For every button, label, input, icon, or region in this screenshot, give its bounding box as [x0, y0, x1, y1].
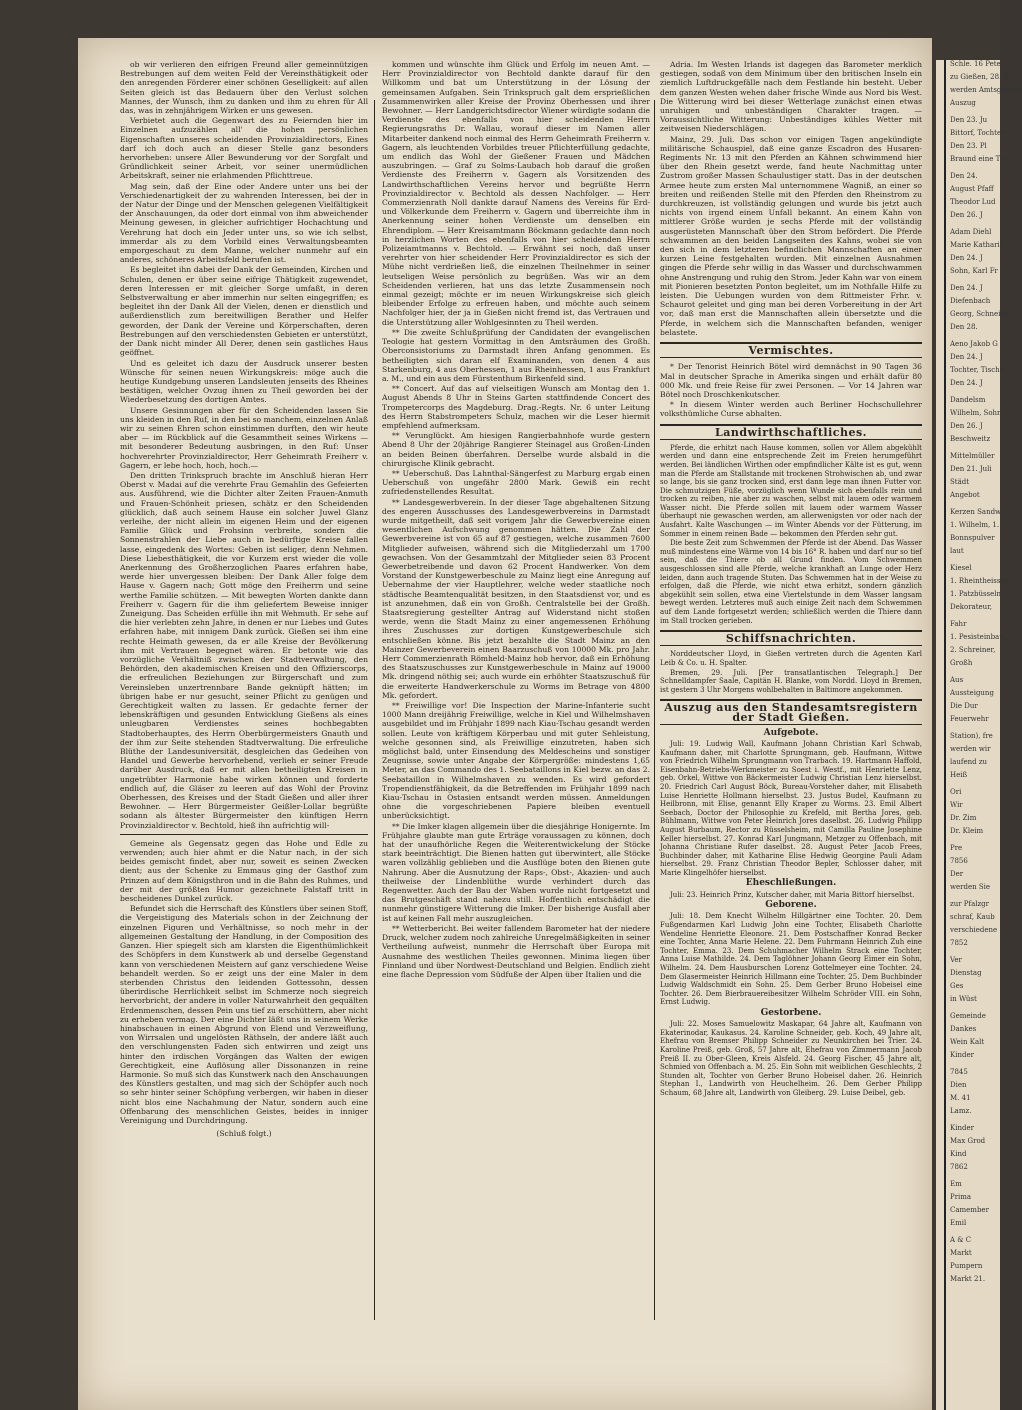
article-paragraph: Pferde, die erhitzt nach Hause kommen, sollen vor Allem abgekühlt werden und dann eine entsprechende Zeit im Freien herumgeführt werden. Bei ländlichen Wirthen oder empfindlicher Kälte ist es gut, wenn man die Pferde am Stallstande mit trockenen Strohwischen ab, und zwar so lange, bis sie ganz trocken sind, erst dann lege man ihnen Futter vor. Die schmutzigen Füße, vorzüglich wenn Wunde sich ebenfalls rein und trocken zu reiben, nie aber zu waschen, selbst mit lauem oder warmem Wasser nicht. Die Pferde sollen mit lauem oder warmem Wasser überhaupt nie gewaschen werden, am allerwenigsten vor oder nach der Ausfahrt. Kalte Waschungen — im Winter Abends vor der Fütterung, im Sommer in einem reinen Bade — bekommen den Pferden sehr gut. [660, 443, 922, 538]
adjacent-text-line: Em [950, 1180, 962, 1188]
article-paragraph: Bremen, 29. Juli. [Per transatlantischen Telegraph.] Der Schnelldampfer Saale, Capitän H. Blanke, vom Nordd. Lloyd in Bremen, ist gestern 3 Uhr Morgens wohlbehalten in Baltimore angekommen. [660, 668, 922, 694]
adjacent-text-line: Dekorateur, [950, 603, 992, 611]
article-paragraph: Den dritten Trinkspruch brachte im Anschluß hieran Herr Oberst v. Madai auf die verehrte Frau Gemahlin des Gefeierten aus. Ausführend, wie die Dichter alter Zeiten Frauen-Anmuth und Frauen-Schönheit priesen, schätz er den Scheidenden glücklich, daß auch seinem Hause ein solcher Juwel Glanz verleihe, der nicht allein im eigenen Heim und der eigenen Familie Glück und Frohsinn verbreite, sondern die Sonnenstrahlen der Liebe auch in bedürftige Kreise fallen lasse, eingedenk des Wortes: Geben ist seliger, denn Nehmen. Diese Liebesthätigkeit, die vor Kurzem erst wieder die volle Anerkennung des Großherzoglichen Paares erfahren habe, werde hier unvergessen bleiben: Der Dank Aller folge dem Hause v. Gagern nach; Gott möge den Freiherrn und seine werthe Familie schützen. — Mit bewegten Worten dankte dann Freiherr v. Gagern für die ihm geliefertem Beweise inniger Zuneigung. Das Scheiden erfülle ihn mit Wehmuth. Er sehe auf die hier verlebten zehn Jahre, in denen er nur Liebes und Gutes erfahren habe, mit innigem Dank zurück. Gießen sei ihm eine rechte Heimath gewesen, da er alle Kreise der Bevölkerung ihm mit Vertrauen begegnet wären. Er betonte wie das vorzügliche Verhältniß zwischen der Stadtverwaltung, den Behörden, den akademischen Kreisen und den Offizierscorps, die erfreulichen Beziehungen zur Bürgerschaft und zum Vereinsleben unzertrennbare Bande geknüpft hätten; im übrigen habe er nur gesucht, seiner Pflicht zu genügen und Gerechtigkeit walten zu lassen. Er gedachte ferner der lebenskräftigen und gesunden Entwicklung Gießens als eines unleugbaren Verdienstes seines hochbegabten Stadtoberhauptes, des Herrn Oberbürgermeisters Gnauth und der ihm zur Seite stehenden Stadtverwaltung. Die erfreuliche Blüthe der Landesuniversität, desgleichen das Gedeihen von Handel und Gewerbe hervorhebend, verlieh er seiner Freude darüber Ausdruck, daß er mit allen betheiligten Kreisen in ungetrübter Harmonie habe wirken können und forderte endlich auf, die Gläser zu leeren auf das Wohl der Provinz Oberhessen, des Kreises und der Stadt Gießen und aller ihrer Bewohner. — Herr Bürgermeister Geißler-Lollar begrüßte sodann als ältester Bürgermeister den künftigen Herrn Provinzialdirector v. Bechtold, hieß ihn aufrichtig will- [120, 470, 368, 830]
section-heading-schiffsnachrichten: Schiffsnachrichten. [660, 630, 922, 646]
adjacent-text-line: 7845 [950, 1068, 968, 1076]
article-paragraph: * In diesem Winter werden auch Berliner Hochschullehrer volksthümliche Curse abhalten. [660, 400, 922, 419]
adjacent-text-line: Städt [950, 478, 970, 486]
adjacent-text-line: Kinder [950, 1051, 974, 1059]
adjacent-text-line: Großh [950, 659, 973, 667]
adjacent-page-strip [936, 60, 1022, 1410]
adjacent-text-line: 1. Patzbüsseln [950, 590, 1002, 598]
adjacent-text-line: Prima [950, 1193, 972, 1201]
adjacent-text-line: Ges [950, 982, 964, 990]
adjacent-text-line: 1. Rheintheisser, [950, 577, 1010, 585]
adjacent-text-line: Ori [950, 788, 962, 796]
adjacent-text-line: Lamz. [950, 1107, 972, 1115]
article-paragraph: ** Die zweite Schlußprüfung der Candidaten der evangelischen Teologie hat gestern Vormittag in den Amtsräumen des Großh. Oberconsistoriums zu Darmstadt ihren Anfang genommen. Es betheiligten sich daran elf Examinanden, von denen 4 aus Starkenburg, 4 aus Oberhessen, 1 aus Rheinhessen, 1 aus Frankfurt a. M., und ein aus dem Fürstenthum Birkenfeld sind. [382, 327, 650, 383]
adjacent-text-line: Mittelmüller [950, 452, 995, 460]
article-paragraph: kommen und wünschte ihm Glück und Erfolg im neuen Amt. — Herr Provinzialdirector von Bechtold dankte darauf für den Willkomm und bat um Unterstützung in der Lösung der gemeinsamen Aufgaben. Sein Trinkspruch galt dem ersprießlichen Zusammenwirken aller Kreise der Provinz Oberhessen und ihrer Bewohner. — Herr Landgerichtsdirector Wiener würdigte sodann die Verdienste des ebenfalls von hier scheidenden Herrn Regierungsraths Dr. Wallau, worauf dieser im Namen aller Mitarbeiter dankend noch einmal des Herrn Geheimrath Freiherrn v. Gagern, als leuchtenden Vorbildes treuer Pflichterfüllung gedachte, um endlich das Wohl der Gießener Frauen und Mädchen auszubringen. — Graf zu Solms-Laubach hob darauf die großen Verdienste des Freiherrn v. Gagern als Vorsitzenden des Landwirthschaftlichen Vereins hervor und begrüßte Herrn Provinzialdirector v. Bechtold als dessen Nachfolger. — Herr Commerzienrath Noll dankte darauf Namens des Vereins für Erd- und Völkerkunde dem Freiherrn v. Gagern und überreichte ihm in Anerkennung seiner hohen Verdienste um denselben ein Ehrendiplom. — Herr Kreisamtmann Böckmann gedachte dann noch in herzlichen Worten des ebenfalls von hier scheidenden Herrn Polizeiamtmanns v. Bechtold. — Erwähnt sei noch, daß unser verehrter von hier scheidender Herr Provinzialdirector es sich der Mühe nicht verdrießen ließ, die einzelnen Theilnehmer in seiner leutseligen Weise persönlich zu begrüßen. Was wir an dem Scheidenden verlieren, hat uns das letzte Zusammensein noch einmal gezeigt; möchte er im neuen Wirkungskreise sich gleich bleibender Erfolge zu erfreuen haben, und möchte auch seinem Nachfolger hier, der ja in Gießen nicht fremd ist, das Vertrauen und die Unterstützung aller Wohlgesinnten zu Theil werden. [382, 60, 650, 327]
column-1 [120, 60, 368, 1320]
subheading-aufgebote: Aufgebote. [763, 727, 819, 738]
adjacent-text-line: Aeno Jakob G [950, 340, 998, 348]
adjacent-text-line: 2. Schreiner, [950, 646, 996, 654]
adjacent-text-line: Kerzen Sandw. [950, 508, 1003, 516]
adjacent-text-line: werden Sie [950, 883, 991, 891]
adjacent-text-line: Angebot [950, 491, 980, 499]
adjacent-text-line: 1. Pesisteinbau, [950, 633, 1006, 641]
article-paragraph: Mag sein, daß der Eine oder Andere unter uns bei der Verschiedenartigkeit der zu wahrenden Interessen, bei der in der Natur der Dinge und der Menschen gelegenen Vielfältigkeit der Anschauungen, da oder dort einmal von ihm abweichender Meinung gewesen, in gleicher aufrichtiger Hochachtung und Verehrung hat doch ein Jeder unter uns, so wie ich selbst, immerdar als zu dem Vorbild eines Verwaltungsbeamten emporgeschaut zu dem Manne, welcher nunmehr auf ein anderes, schöneres Arbeitsfeld berufen ist. [120, 181, 368, 265]
section-heading-landwirthschaftliches: Landwirthschaftliches. [660, 424, 922, 440]
geborene-text: Juli: 18. Dem Knecht Wilhelm Hillgärtner eine Tochter. 20. Dem Fußgendarmen Karl Ludwig John eine Tochter, Elisabeth Charlotte Wendeline Henriette Eleonore. 21. Dem Postschaffner Konrad Becker eine Tochter, Anna Marie Helene. 22. Dem Fuhrmann Heinrich Zuh eine Tochter, Emma. 23. Dem Schuhmacher Wilhelm Strack eine Tochter, Anna Luise Mathilde. 24. Dem Taglöhner Johann Georg Eimer ein Sohn, Wilhelm. 24. Dem Hausburschen Lorenz Gottelmeyer eine Tochter. 24. Dem Glasermeister Heinrich Hillmann eine Tochter. 25. Dem Buchbinder Ludwig Waldschmidt ein Sohn. 25. Dem Gerber Bruno Hobeisel eine Tochter. 26. Dem Bierbrauereibesitzer Wilhelm Schröder VIII. ein Sohn, Ernst Ludwig. [660, 912, 922, 1007]
adjacent-text-line: Kinder [950, 1124, 974, 1132]
adjacent-text-line: Dienstag [950, 969, 982, 977]
adjacent-text-line: Den 24. [950, 172, 978, 180]
adjacent-text-line: Den 24. J [950, 254, 983, 262]
eheschliessungen-text: Juli: 23. Heinrich Prinz, Kutscher daher, mit Maria Bittorf hierselbst. [670, 890, 915, 899]
adjacent-text-line: Schle. 16 Peter [950, 60, 1005, 68]
adjacent-text-line: Wein Kalt [950, 1038, 985, 1046]
adjacent-text-line: Dr. Zim [950, 814, 977, 822]
subheading-gestorbene: Gestorbene. [760, 1008, 822, 1018]
article-paragraph: ** Verunglückt. Am hiesigen Rangierbahnhofe wurde gestern Abend 8 Uhr der 20jährige Rangierer Steinagel aus Großen-Linden an beiden Beinen überfahren. Derselbe wurde alsbald in die chirurgische Klinik gebracht. [382, 431, 650, 468]
adjacent-text-line: in Wüst [950, 995, 977, 1003]
adjacent-text-line: Bonnspulver [950, 534, 995, 542]
adjacent-text-line: Emil [950, 1219, 967, 1227]
column-2 [382, 60, 650, 1320]
article-paragraph: ** Die Imker klagen allgemein über die diesjährige Honigernte. Im Frühjahre glaubte man gute Erträge voraussagen zu können, doch hat der unaufhörliche Regen die Weiterentwickelung der Stöcke stark beeinträchtigt. Die Bienen hatten gut überwintert, alle Stöcke waren vollzählig geblieben und die Ausflüge boten den Bienen gute Nahrung. Aber die Ausnutzung der Raps-, Obst-, Akazien- und auch theilweise der Lindenblüthe wurde verhindert durch das Regenwetter. Auch der Bau der Waben wurde nicht fortgesetzt und das Brutgeschäft stand nahezu still. Hoffentlich entschädigt die nunmehr günstigere Witterung die Imker. Der bisherige Ausfall aber ist auf keinen Fall mehr auszugleichen. [382, 821, 650, 923]
aufgebote-text: Juli: 19. Ludwig Wall, Kaufmann Johann Christian Karl Schwab, Kaufmann daher, mit Charlotte Sprungmann, geb. Haufmann, Wittwe von Friedrich Wilhelm Sprungmann von Trarbach. 19. Hartmann Haffold, Eisenbahn-Betriebs-Werkmeister zu Soest i. Westf., mit Henriette Lenz, geb. Orkel, Wittwe von Bäckermeister Ludwig Christian Lenz hierselbst. 20. Friedrich Carl August Böck, Bureau-Vorsteher daher, mit Elisabeth Luise Henriette Hollmann hierselbst. 23. Justus Budel, Kaufmann zu Heilbronn, mit Elise, genannt Elly Kraper zu Worms. 23. Emil Albert Seebach, Doctor der Philosophie zu Krefeld, mit Bertha Jores, geb. Bühlmann, Wittwe von Peter Heinrich Jores daselbst. 26. Ludwig Philipp August Burbaum, Rector zu Rüsselsheim, mit Camilla Pauline Josephine Keller hierselbst. 27. Konrad Karl Jungmann, Metzger zu Offenbach, mit Johanna Christiane Rufer daselbst. 28. August Peter Jacob Frees, Buchbinder daher, mit Katharine Elise Hedwig Georgine Pauli Adam hierselbst. 29. Franz Christian Theodor Bepler, Schlosser daher, mit Marie Klingelhöfer hierselbst. [660, 739, 922, 877]
adjacent-text-line: Den 28. [950, 323, 978, 331]
subheading-eheschliessungen: Eheschließungen. [745, 878, 837, 889]
adjacent-text-line: Wir [950, 801, 963, 809]
adjacent-text-line: Dandelsm [950, 396, 986, 404]
adjacent-text-line: laut [950, 547, 964, 555]
gestorbene-text: Juli: 22. Moses Samuelowitz Maskapar, 64 Jahre alt, Kaufmann von Ekaterinodar, Kaukasus. 24. Karoline Schneider, geb. Koch, 49 Jahre alt, Ehefrau von Bremser Philipp Schneider zu Neunkirchen bei Trier. 24. Karoline Preiß, geb. Groß, 57 Jahre alt, Ehefrau von Zimmermann Jacob Preiß II. zu Ober-Gleen, Kreis Alsfeld. 24. Georg Fischer, 45 Jahre alt, Schmied von Offenbach a. M. 25. Ein Sohn mit weiblichen Geschlechts, 2 Stunden alt, Tochter von Gerber Bruno Hobeisel daher. 26. Heinrich Stephan I., Landwirth von Heuchelheim. 26. Dem Gerber Philipp Schaum, 68 Jahre alt, Landwirth von Gleiberg. 29. Luise Deibel, geb. [660, 1020, 922, 1097]
column-rule [374, 100, 375, 1320]
adjacent-text-line: 7856 [950, 857, 968, 865]
continued-note: (Schluß folgt.) [216, 1129, 272, 1139]
article-paragraph: Es begleitet ihn dabei der Dank der Gemeinden, Kirchen und Schulen, denen er über seine eifrige Thätigkeit zugewendet, deren Interessen er mit gleicher Sorge umfaßt, in deren Selbstverwaltung er aber immerhin nur selten eingegriffen; es begleitet ihn der Dank All der Vielen, denen er dienstlich und außerdienstlich zum bereitwilligen Berather und Helfer geworden, der Dank der Vereine und Körperschaften, deren Bestrebungen auf den verschiedensten Gebieten er unterstützt, der Dank nicht minder All Derer, denen sein gastliches Haus geöffnet. [120, 265, 368, 358]
adjacent-text-line: A & C [950, 1236, 972, 1244]
adjacent-text-line: Kiesel [950, 564, 972, 572]
adjacent-text-line: Den 23. Pl [950, 142, 987, 150]
article-paragraph: * Der Tenorist Heinrich Bötel wird demnächst in 90 Tagen 36 Mal in deutscher Sprache in Amerika singen und erhält dafür 80 000 Mk. und freie Reise für zwei Personen. — Vor 14 Jahren war Bötel noch Droschkenkutscher. [660, 362, 922, 399]
adjacent-text-line: 7862 [950, 1163, 968, 1171]
adjacent-text-line: Dr. Kleim [950, 827, 984, 835]
article-paragraph: ** Freiwillige vor! Die Inspection der Marine-Infanterie sucht 1000 Mann dreijährig Freiwillige, welche in Kiel und Wilhelmshaven ausgebildet und im Frühjahr 1899 nach Kiau-Tschau gesandt werden sollen. Leute von kräftigem Körperbau und mit guter Sehleistung, welche gesonnen sind, als Freiwillige einzutreten, haben sich möglichst bald, unter Einsendung des Meldescheins und sonstiger Zeugnisse, sowie unter Angabe der Körpergröße: mindestens 1,65 Meter, an das Commando des 1. Seebataillons in Kiel bezw. an das 2. Seebataillon in Wilhelmshaven zu wenden. Es wird gefordert Tropendienstfähigkeit, da die Betreffenden im Frühjahr 1899 nach Kiau-Tschau in Ostasien entsandt werden müssen. Anmeldungen ohne die vorgeschriebenen Papiere bleiben eventuell unberücksichtigt. [382, 701, 650, 821]
article-paragraph: Unsere Gesinnungen aber für den Scheidenden lassen Sie uns kleiden in den Ruf, in den bei so manchem, einzelnen Anlaß wir zu seinen Ehren schon einstimmen durften, den wir heute aber — im Rückblick auf die Gesammtheit seines Wirkens — mit besonderer Bedeutung ausbringen, in den Ruf: Unser hochverehrter Provinzialdirector, Herr Geheimrath Freiherr v. Gagern, er lebe hoch, hoch, hoch.— [120, 405, 368, 470]
adjacent-text-line: Station), fre [950, 732, 993, 740]
adjacent-text-line: zur Pfalzgr [950, 900, 989, 908]
article-paragraph: Befundet sich die Herrschaft des Künstlers über seinen Stoff, die Vergeistigung des Materials schon in der Zeichnung der einzelnen Figuren und Verhältnisse, so noch mehr in der allgemeinen Gestaltung der Handlung, in der Composition des Ganzen. Hier spiegelt sich am klarsten die Eigenthümlichkeit des Schöpfers in dem Kunstwerk ab und derselbe Gegenstand kann von verschiedenen Meistern auf ganz verschiedene Weise behandelt werden. So er zeigt uns der eine Maler in dem sterbenden Christus den leidenden Gottessohn, dessen überirdische Herrlichkeit selbst im Schmerze noch siegreich hervorbricht, der andere in voller Naturwahrheit den gequälten Erdenmenschen, dessen Pein uns tief zu erschüttern, aber nicht zu erheben vermag. Der eine Dichter läßt uns in seinem Werke hinabschauen in einen Abgrund von Elend und Verzweiflung, von Wirrsalen und ungelösten Räthseln, der andere läßt auch den verschlungensten Faden sich entwirren und zeigt uns hinter den irdischen Vorgängen das Walten der ewigen Gerechtigkeit, eine Auflösung aller Dissonanzen in reine Harmonie. So muß sich das Kunstwerk nach den Anschauungen des Künstlers gestalten, und mag sich der Schöpfer auch noch so sehr hinter seiner Schöpfung verbergen, wir haben in dieser nicht blos eine Nachahmung der Natur, sondern auch eine Offenbarung des menschlichen Geistes, beides in inniger Vereinigung und Durchdringung. [120, 904, 368, 1125]
article-paragraph: Und es geleitet ich dazu der Ausdruck unserer besten Wünsche für seinen neuen Wirkungskreis: möge auch die heutige Kundgebung unseren Landsleuten jenseits des Rheines bestätigen, welcher Ovzug ihnen zu Theil geworden bei der Wiederbesetzung des dortigen Amtes. [120, 358, 368, 405]
adjacent-text-line: Beschweitz [950, 435, 991, 443]
adjacent-text-line: Den 26. J [950, 211, 983, 219]
article-paragraph: ** Concert. Auf das auf vielseitigen Wunsch am Montag den 1. August Abends 8 Uhr in Steins Garten stattfindende Concert des Trompetercorps des Magdeburg. Drag.-Regts. Nr. 6 unter Leitung des Herrn Stabstrompeters Schulz, machen wir die Leser hiermit empfehlend aufmerksam. [382, 384, 650, 430]
adjacent-text-line: werden wir [950, 745, 991, 753]
adjacent-text-line: verschiedene [950, 926, 998, 934]
adjacent-text-line: Dien [950, 1081, 967, 1089]
adjacent-text-line: zu Gießen, 28. K [950, 73, 1009, 81]
adjacent-text-line: Markt 21. [950, 1275, 986, 1283]
adjacent-text-line: Camember [950, 1206, 989, 1214]
article-paragraph: Die beste Zeit zum Schwemmen der Pferde ist der Abend. Das Wasser muß mindestens eine Wärme von 14 bis 16° R. haben und darf nur so tief sein, daß die Thiere ob all Grund finden. Vom Schwemmen ausgeschlossen sind alle Pferde, welche krankhaft an Lunge oder Herz leiden, dann auch tragende Stuten. Das Schwemmen hat in der Weise zu erfolgen, daß die Pferde, wie nicht etwa erhitzt, sondern gänzlich abgekühlt sein sollen, etwa eine Viertelstunde in dem Wasser langsam bewegt werden. Letzteres muß auch einige Zeit nach dem Schwemmen auf dem Lande fortgesetzt werden; schließlich werden die Thiere dann im Stall trocken gerieben. [660, 539, 922, 625]
article-paragraph: Mainz, 29. Juli. Das schon vor einigen Tagen angekündigte militärische Schauspiel, daß eine ganze Escadron des Husaren-Regiments Nr. 13 mit den Pferden an Kähnen schwimmend hier über den Rhein gesetzt werde, fand heute Nachmittag unter Zustrom großer Massen Schaulustiger statt. Das in der deutschen Armee heute zum ersten Mal unternommene Wagniß, an einer so breiten und reißenden Stelle mit den Pferden den Rheinstrom zu durchkreuzen, ist vollständig gelungen und wurde bis jetzt auch nichts von irgend einem Unfall bekannt. An einem Kahn von mittlerer Größe wurden je sechs Pferde mit der vollständig ausgerüsteten Mannschaft über den Strom befördert. Die Pferde schwammen an den beiden Langseiten des Kahns, wobei sie von den sich in dem letzteren befindlichen Mannschaften an einer kurzen Leine festgehalten wurden. Mit einzelnen Ausnahmen gingen die Pferde sehr willig in das Wasser und durchschwammen ohne Anstrengung und ruhig den Strom. Jeder Kahn war von einem mit Pionieren besetzten Ponton begleitet, um im Nothfalle Hilfe zu leisten. Die Uebungen wurden von dem Rittmeister Frhr. v. Schaurot geleitet und ging man bei deren Vorbereitung in der Art vor, daß man erst die Mannschaften allein übersetzte und die Pferde, in welchem sich die Mannschaften befanden, weniger belastete. [660, 134, 922, 337]
adjacent-text-line: Dankes [950, 1025, 977, 1033]
adjacent-text-line: Aussteigung [950, 689, 994, 697]
adjacent-text-line: Bittorf, Tochter [950, 129, 1005, 137]
article-paragraph: Norddeutscher Lloyd, in Gießen vertreten durch die Agenten Karl Leib & Co. u. H. Spalter. [660, 650, 922, 667]
adjacent-text-line: werden Amtsgericht [950, 86, 1022, 94]
adjacent-text-line: Den 21. Juli [950, 465, 992, 473]
adjacent-text-line: Der [950, 870, 964, 878]
column-rule [654, 100, 655, 1320]
adjacent-text-line: Aus [950, 676, 964, 684]
section-heading-standesamt: Auszug aus den Standesamtsregistern der Stadt Gießen. [660, 699, 922, 724]
adjacent-text-line: Feuerwehr [950, 715, 989, 723]
adjacent-text-line: Gemeinde [950, 1012, 986, 1020]
adjacent-text-line: Den 24. J [950, 353, 983, 361]
adjacent-text-line: Ver [950, 956, 962, 964]
adjacent-text-line: 1. Wilhelm, 1. [950, 521, 1000, 529]
adjacent-text-line: Den 26. J [950, 422, 983, 430]
section-separator [120, 834, 368, 835]
adjacent-text-line: Heiß [950, 771, 968, 779]
adjacent-text-line: Den 24. J [950, 284, 983, 292]
subheading-geborene: Geborene. [765, 900, 817, 911]
adjacent-text-line: Markt [950, 1249, 972, 1257]
page-edge-rule [944, 60, 946, 1410]
column-3 [660, 60, 922, 1320]
adjacent-text-line: laufend zu [950, 758, 988, 766]
adjacent-text-line: August Pfaff [950, 185, 994, 193]
article-paragraph: ob wir verlieren den eifrigen Freund aller gemeinnützigen Bestrebungen auf dem weiten Feld der Vereinsthätigkeit oder den anregenden Förderer einer schönen Geselligkeit: auf allen Seiten gleich ist das Bedauern über den Verlust solchen Mannes, der Wunsch, ihm zu danken und ihm zu ehren für All das, was in zehnjährigem Wirken er uns gewesen. [120, 60, 368, 116]
article-paragraph: ** Wetterbericht. Bei weiter fallendem Barometer hat der niedere Druck, welcher zudem noch zahlreiche Unregelmäßigkeiten in seiner Vertheilung aufweist, nunmehr die Herrschaft über Europa mit Ausnahme des westlichen Theiles gewonnen. Minima liegen über Finnland und über Nordwest-Deutschland und Belgien. Endlich zieht eine flache Depression vom Südfuße der Alpen über Italien und die [382, 923, 650, 979]
adjacent-text-line: Auszug [950, 99, 976, 107]
adjacent-text-line: Theodor Lud [950, 198, 996, 206]
adjacent-text-line: Sohn, Karl Fr [950, 267, 998, 275]
adjacent-text-line: Die Dur [950, 702, 978, 710]
adjacent-text-line: Wilhelm, Sohn [950, 409, 1002, 417]
adjacent-text-line: Pumpern [950, 1262, 983, 1270]
article-paragraph: ** Ueberschuß. Das Lahnthal-Sängerfest zu Marburg ergab einen Ueberschuß von ungefähr 2800 Mark. Gewiß ein recht zufriedenstellendes Resultat. [382, 468, 650, 497]
adjacent-text-line: 7852 [950, 939, 968, 947]
adjacent-text-line: Adam Diehl [950, 228, 992, 236]
adjacent-text-line: schraf, Kaub [950, 913, 995, 921]
adjacent-text-line: Max Grod [950, 1137, 986, 1145]
section-heading-vermischtes: Vermischtes. [660, 342, 922, 358]
article-paragraph: Gemeine als Gegensatz gegen das Hohe und Edle zu verwenden; auch hier ahmt er die Natur nach, in der sich beides gemischt findet, aber nur, soweit es seinen Zwecken dient; aus der Schenke zu Emmaus ging der Gasthof zum Prinzen auf dem Königsthron und in die Bahn des Ruhmes, und der mit der größten Humor gezeichnete Falstaff tritt in bescheidenes Dunkel zurück. [120, 838, 368, 904]
adjacent-text-line: Georg, Schneide [950, 310, 1009, 318]
article-paragraph: Verbietet auch die Gegenwart des zu Feiernden hier im Einzelnen aufzuzählen all' die hohen persönlichen Eigenschaften unseres scheidenden Provinzialdirectors, Eines darf ich doch auch an dieser Stelle ganz besonders hervorheben: unsere Aller Bewunderung vor der Sorgfalt und Gründlichkeit seiner Arbeit, vor seiner unermüdlichen Arbeitskraft, seiner nie erlahmenden Pflichttreue. [120, 116, 368, 181]
adjacent-page-text [950, 60, 1022, 1292]
adjacent-text-line: Braund eine Tm [950, 155, 1007, 163]
adjacent-text-line: Fahr [950, 620, 967, 628]
adjacent-text-line: Kind [950, 1150, 967, 1158]
adjacent-text-line: Tochter, Tische [950, 366, 1004, 374]
adjacent-text-line: M. 41 [950, 1094, 971, 1102]
adjacent-text-line: Den 23. Ju [950, 116, 988, 124]
adjacent-text-line: Diefenbach [950, 297, 991, 305]
adjacent-text-line: Pre [950, 844, 963, 852]
adjacent-text-line: Marie Katharin [950, 241, 1005, 249]
article-paragraph: Adria. Im Westen Irlands ist dagegen das Barometer merklich gestiegen, sodaß von dem Minimum über den britischen Inseln ein ziemlich Luftdruckgefälle nach dem Festlande hin besteht. Ueber dem ganzen Westen wehen daher frische Winde aus Nord bis West. Die Witterung wird bei dieser Wetterlage zunächst einen etwas unruhigen und unbeständigen Charakter tragen. — Voraussichtliche Witterung: Unbeständiges kühles Wetter mit zeitweisen Niederschlägen. [660, 60, 922, 134]
adjacent-text-line: Den 24. J [950, 379, 983, 387]
article-paragraph: ** Landesgewerbverein. In der dieser Tage abgehaltenen Sitzung des engeren Ausschusses des Landesgewerbvereins in Darmstadt wurde mitgetheilt, daß seit vorigem Jahr die Gewerbvereine einen wesentlichen Aufschwung genommen hätten. Die Zahl der Gewerbvereine ist von 65 auf 87 gestiegen, welche zusammen 7600 Mitglieder aufweisen, während sich die Mitgliederzahl um 1700 gewachsen. Von der Gesammtzahl der Mitglieder seien 83 Procent Gewerbetreibende und davon 62 Procent Handwerker. Von dem Vorstand der Kunstgewerbeschule zu Mainz liegt eine Anregung auf Uebernahme der vier Hauptlehrer, welche weder staatliche noch städtische Beamtenqualität besitzen, in den Staatsdienst vor, und es ist anzunehmen, daß ein von Großh. Centralstelle bei der Großh. Staatsregierung gestellter Antrag auf Widerstand nicht stoßen werde, wenn die Stadt Mainz zu einer angemessenen Erhöhung ihres Zuschusses zur dortigen Kunstgewerbeschule sich entschließen könne. Bis jetzt bezahlte die Stadt Mainz an den Mainzer Gewerbeverein einen Baarzuschuß von 10000 Mk. pro Jahr. Herr Commerzienrath Römheld-Mainz hob hervor, daß ein Erhöhung des Staatszuschusses zur Kunstgewerbeschule in Mainz auf 19000 Mk. dringend nöthig sei; auch wurde ein erhöhter Staatszuschuß für die erweiterte Handwerkerschule zu Worms im Betrage von 4800 Mk. gefordert. [382, 497, 650, 700]
